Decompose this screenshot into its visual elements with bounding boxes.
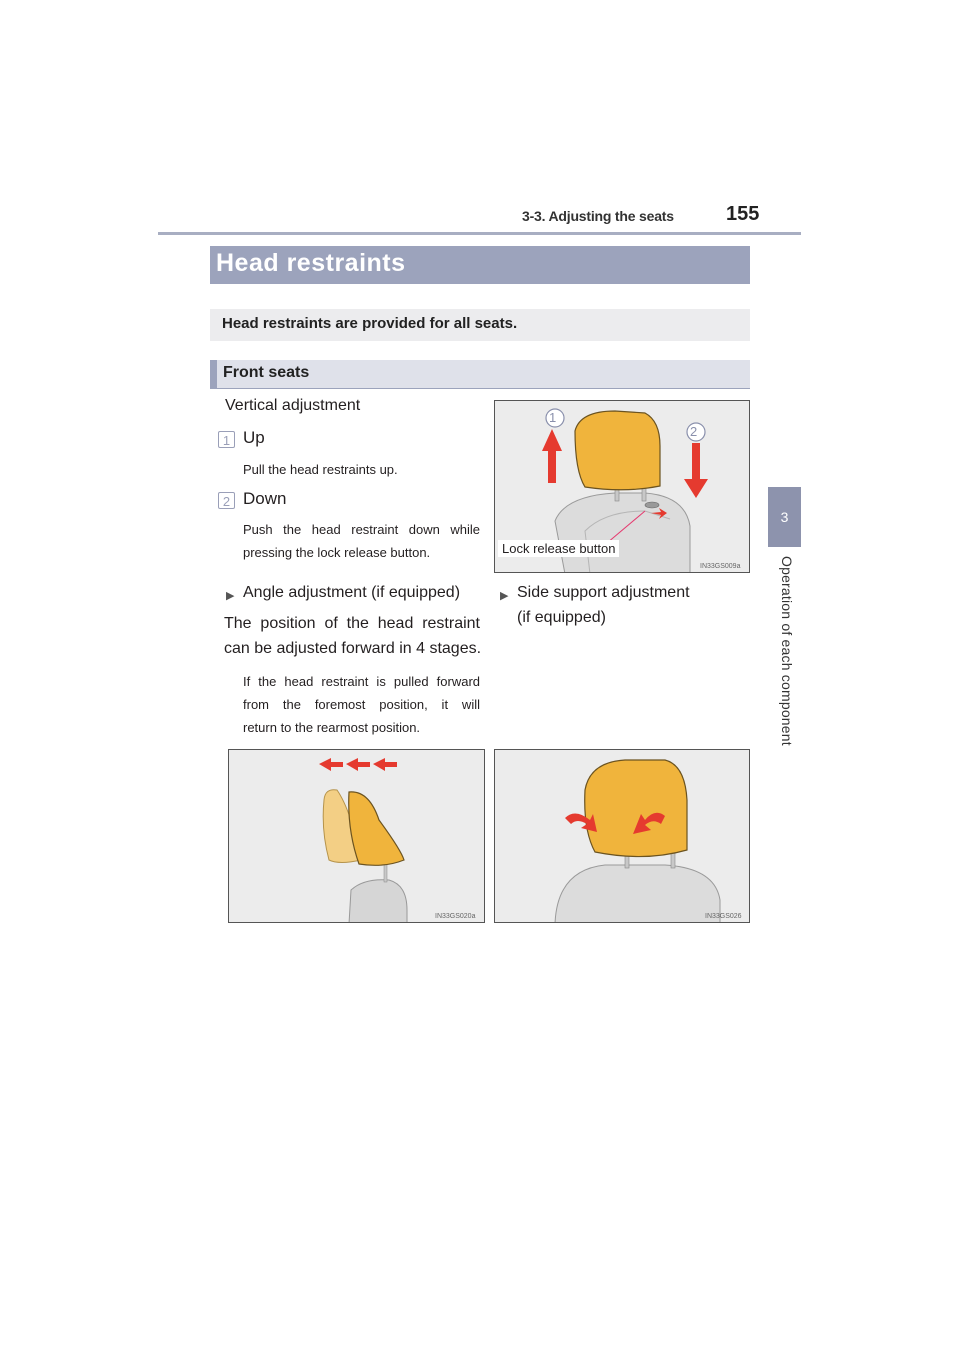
step-number-1: 1 (218, 431, 235, 448)
chapter-tab: 3 (768, 487, 801, 547)
angle-note-line2: from the foremost position, it will (243, 697, 480, 712)
angle-heading: Angle adjustment (if equipped) (243, 584, 461, 601)
side-heading-line1: Side support adjustment (517, 584, 690, 601)
page-title: Head restraints (216, 249, 406, 277)
step-desc-up: Pull the head restraints up. (243, 462, 398, 477)
angle-note-line3: return to the rearmost position. (243, 720, 421, 735)
side-heading-line2: (if equipped) (517, 609, 606, 626)
callout-2: 2 (690, 424, 698, 439)
figure-angle-adjustment (228, 749, 485, 923)
step-label-up: Up (243, 428, 265, 447)
headrest-side-support-illustration (495, 750, 750, 923)
intro-bar (210, 309, 750, 341)
step-desc-down-line2: pressing the lock release button. (243, 545, 431, 560)
step-desc-down-line1: Push the head restraint down while (243, 522, 480, 537)
figure-vertical-adjustment (494, 400, 750, 573)
figure-code: IN33GS026 (705, 913, 742, 920)
angle-body-line1: The position of the head restraint (224, 615, 480, 632)
step-label-down: Down (243, 489, 287, 508)
figure-code: IN33GS020a (435, 913, 476, 920)
subsection-bar (210, 360, 750, 389)
subsection-title: Front seats (223, 364, 310, 381)
callout-1: 1 (549, 410, 557, 425)
figure-side-support (494, 749, 750, 923)
header-rule (158, 232, 801, 235)
bullet-triangle-icon: ▶ (226, 590, 235, 602)
section-header: 3-3. Adjusting the seats (522, 208, 674, 224)
angle-body-line2: can be adjusted forward in 4 stages. (224, 640, 482, 657)
lock-release-label: Lock release button (498, 540, 619, 557)
angle-note-line1: If the head restraint is pulled forward (243, 674, 480, 689)
bullet-triangle-icon: ▶ (500, 590, 509, 602)
vertical-heading: Vertical adjustment (225, 397, 361, 414)
page-number: 155 (726, 203, 760, 225)
intro-text: Head restraints are provided for all seats. (222, 315, 518, 332)
page-title-bar (210, 246, 750, 284)
chapter-title-vertical: Operation of each component (779, 556, 795, 746)
headrest-angle-illustration (229, 750, 485, 923)
figure-code: IN33GS009a (700, 563, 741, 570)
step-number-2: 2 (218, 492, 235, 509)
